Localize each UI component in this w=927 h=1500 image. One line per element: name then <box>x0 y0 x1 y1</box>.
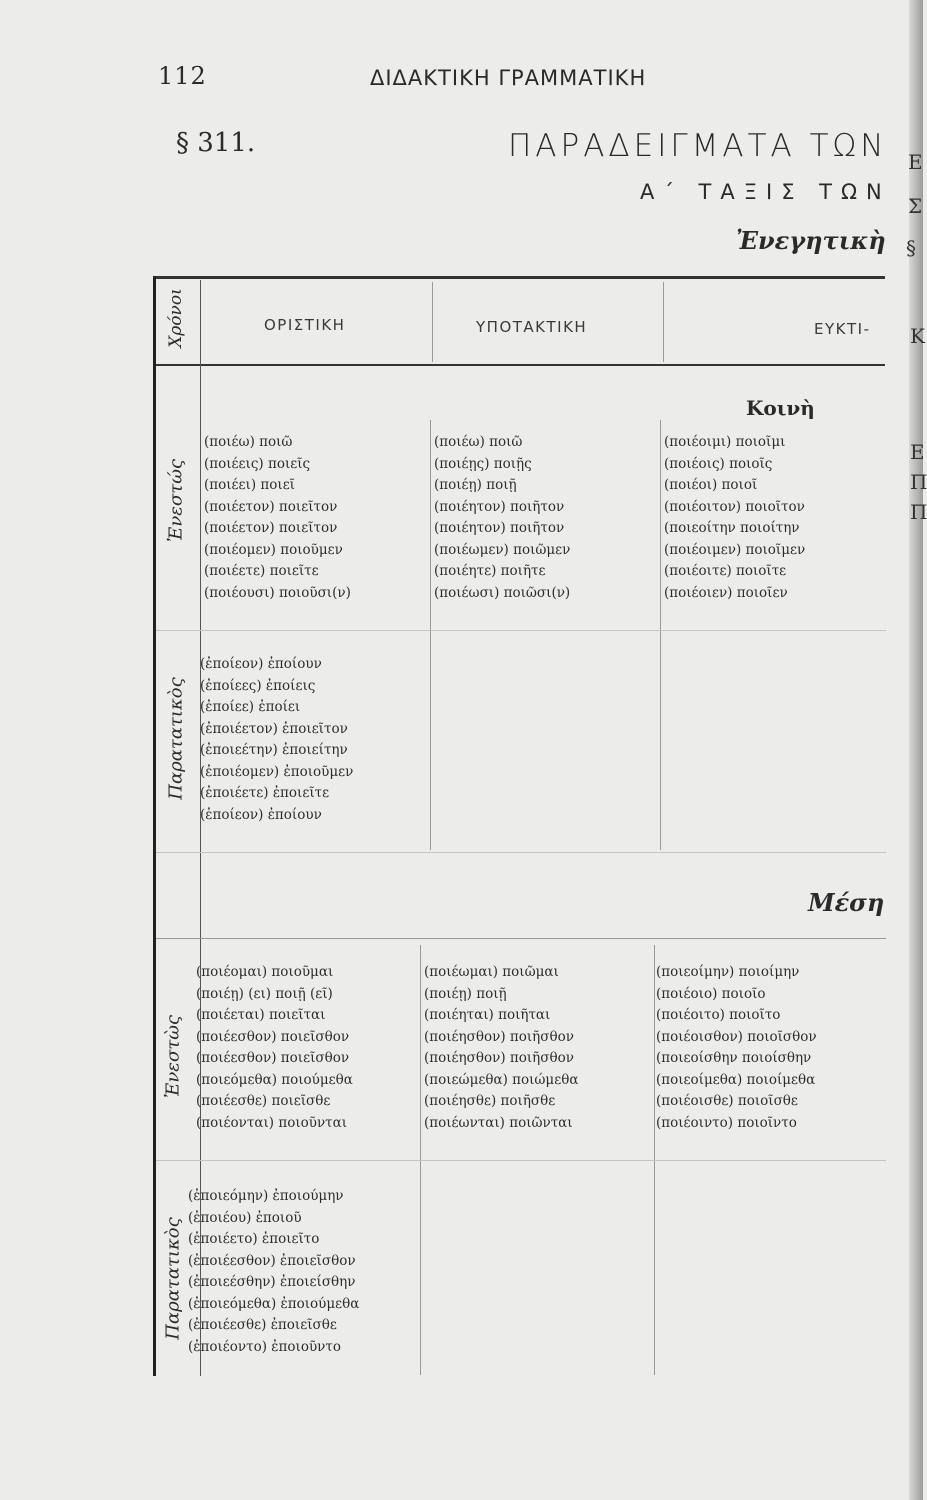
form-cell: (ἐποιέεσθον) ἐποιεῖσθον <box>188 1252 356 1269</box>
margin-mark: Π <box>910 500 927 524</box>
form-cell: (ποιέουσι) ποιοῦσι(ν) <box>204 584 351 601</box>
form-cell: (ποιέω) ποιῶ <box>204 434 293 450</box>
form-cell: (ἐποιέετο) ἐποιεῖτο <box>188 1231 320 1247</box>
form-cell: (ποιέησθε) ποιῆσθε <box>424 1093 556 1109</box>
form-cell: (ἐποίεον) ἐποίουν <box>200 806 322 823</box>
form-cell: (ποιεοίμεθα) ποιοίμεθα <box>656 1071 816 1088</box>
margin-mark: Ε <box>910 440 925 464</box>
form-cell: (ποιέησθον) ποιῆσθον <box>424 1028 574 1045</box>
section-subtitle: Α΄ ΤΑΞΙΣ ΤΩΝ <box>640 180 891 204</box>
form-cell: (ποιέονται) ποιοῦνται <box>196 1114 348 1131</box>
form-cell: (ἐποίεον) ἐποίουν <box>200 656 322 672</box>
form-cell: (ἐποιέου) ἐποιοῦ <box>188 1209 302 1226</box>
row-separator <box>156 852 886 853</box>
form-cell: (ποιέωσι) ποιῶσι(ν) <box>434 584 571 601</box>
form-cell: (ποιέοιντο) ποιοῖντο <box>656 1114 797 1131</box>
form-cell: (ἐποίεες) ἐποίεις <box>200 677 316 694</box>
column-header-optative: ΕΥΚΤΙ- <box>814 320 871 338</box>
form-cell: (ἐποιέομεν) ἐποιοῦμεν <box>200 763 354 780</box>
active-present-indicative <box>204 432 351 604</box>
form-cell: (ποιέοιτο) ποιοῖτο <box>656 1007 781 1023</box>
row-separator <box>156 938 886 939</box>
form-cell: (ποιέεσθον) ποιεῖσθον <box>196 1050 350 1066</box>
middle-voice-label: Μέση <box>808 888 885 917</box>
form-cell: (ποιέεται) ποιεῖται <box>196 1007 326 1023</box>
form-cell: (ποιέοιο) ποιοῖο <box>656 985 766 1002</box>
form-cell: (ποιέεσθε) ποιεῖσθε <box>196 1093 331 1109</box>
margin-mark: Κ <box>910 324 925 348</box>
form-cell: (ποιέοις) ποιοῖς <box>664 455 773 472</box>
form-cell: (ποιέῃ) ποιῇ <box>434 477 517 493</box>
common-label: Κοινὴ <box>746 396 815 420</box>
column-header-indicative: ΟΡΙΣΤΙΚΗ <box>264 316 346 334</box>
table-top-rule <box>153 276 885 279</box>
active-imperfect-indicative <box>200 654 353 826</box>
form-cell: (ποιέομεν) ποιοῦμεν <box>204 541 343 558</box>
middle-present-subjunctive <box>424 962 578 1134</box>
form-cell: (ποιέετον) ποιεῖτον <box>204 520 338 536</box>
section-title: ΠΑΡΑΔΕΙΓΜΑΤΑ ΤΩΝ <box>508 128 888 164</box>
middle-present-optative <box>656 962 817 1134</box>
form-cell: (ποιέησθον) ποιῆσθον <box>424 1050 574 1066</box>
column-rule <box>663 282 664 362</box>
form-cell: (ποιέοιεν) ποιοῖεν <box>664 584 788 601</box>
column-header-subjunctive: ΥΠΟΤΑΚΤΙΚΗ <box>476 318 588 336</box>
form-cell: (ποιέοιμι) ποιοῖμι <box>664 434 786 450</box>
column-rule <box>430 420 431 850</box>
form-cell: (ποιέηται) ποιῆται <box>424 1007 551 1023</box>
form-cell: (ποιέητε) ποιῆτε <box>434 563 546 579</box>
tense-label-middle-present: Ἐνεστὼς <box>162 1015 184 1098</box>
column-rule <box>660 420 661 850</box>
margin-mark: § <box>906 236 916 260</box>
form-cell: (ποιέητον) ποιῆτον <box>434 520 565 536</box>
tense-label-active-imperfect: Παρατατικὸς <box>165 677 187 800</box>
form-cell: (ἐποιέεσθε) ἐποιεῖσθε <box>188 1317 337 1333</box>
form-cell: (ποιεώμεθα) ποιώμεθα <box>424 1071 579 1088</box>
page-number: 112 <box>158 62 207 90</box>
active-present-optative <box>664 432 805 604</box>
form-cell: (ποιέοιτον) ποιοῖτον <box>664 498 805 515</box>
page-edge-shadow <box>909 0 923 1500</box>
row-separator <box>156 1160 886 1161</box>
form-cell: (ποιέωνται) ποιῶνται <box>424 1114 573 1131</box>
tense-label-active-present: Ἐνεστώς <box>165 459 187 542</box>
form-cell: (ποιέεσθον) ποιεῖσθον <box>196 1028 350 1045</box>
active-voice-label: Ἐνεγητικὴ <box>736 226 886 255</box>
form-cell: (ποιέωμεν) ποιῶμεν <box>434 541 571 558</box>
table-left-rule <box>153 276 156 1376</box>
middle-imperfect-indicative <box>188 1186 359 1358</box>
form-cell: (ποιεοίτην ποιοίτην <box>664 520 800 536</box>
form-cell: (ἐποιεόμην) ἐποιούμην <box>188 1188 344 1204</box>
table-header-rule <box>153 364 885 366</box>
form-cell: (ἐποιέετε) ἐποιεῖτε <box>200 785 330 801</box>
form-cell: (ποιέομαι) ποιοῦμαι <box>196 964 334 980</box>
form-cell: (ποιέοισθον) ποιοῖσθον <box>656 1028 817 1045</box>
form-cell: (ποιέεις) ποιεῖς <box>204 455 311 472</box>
margin-mark: Π <box>910 470 927 494</box>
margin-mark: Σ <box>908 194 923 218</box>
form-cell: (ποιέῃ) (ει) ποιῇ (εῖ) <box>196 985 333 1002</box>
form-cell: (ποιέῃ) ποιῇ <box>424 985 507 1002</box>
form-cell: (ποιέοι) ποιοῖ <box>664 477 758 493</box>
middle-present-indicative <box>196 962 353 1134</box>
tense-column-header: Χρόνοι <box>166 288 186 348</box>
margin-mark: Ε <box>908 150 923 174</box>
form-cell: (ποιέετε) ποιεῖτε <box>204 563 319 579</box>
form-cell: (ποιεοίσθην ποιοίσθην <box>656 1050 812 1066</box>
active-present-subjunctive <box>434 432 570 604</box>
form-cell: (ἐποιεόμεθα) ἐποιούμεθα <box>188 1295 360 1312</box>
form-cell: (ἐποίεε) ἐποίει <box>200 699 301 715</box>
form-cell: (ἐποιέοντο) ἐποιοῦντο <box>188 1338 341 1355</box>
form-cell: (ποιέητον) ποιῆτον <box>434 498 565 515</box>
section-number: § 311. <box>176 128 256 158</box>
form-cell: (ποιέω) ποιῶ <box>434 434 523 450</box>
form-cell: (ποιέετον) ποιεῖτον <box>204 498 338 515</box>
tense-label-middle-imperfect: Παρατατικὸς <box>162 1217 184 1340</box>
form-cell: (ποιέει) ποιεῖ <box>204 477 295 493</box>
form-cell: (ποιεοίμην) ποιοίμην <box>656 964 800 980</box>
form-cell: (ποιέοιτε) ποιοῖτε <box>664 563 787 579</box>
form-cell: (ἐποιεέτην) ἐποιείτην <box>200 742 348 758</box>
form-cell: (ποιέοισθε) ποιοῖσθε <box>656 1093 798 1109</box>
form-cell: (ποιέωμαι) ποιῶμαι <box>424 964 559 980</box>
form-cell: (ποιέῃς) ποιῇς <box>434 455 532 472</box>
form-cell: (ἐποιεέσθην) ἐποιείσθην <box>188 1274 356 1290</box>
running-title: ΔΙΔΑΚΤΙΚΗ ΓΡΑΜΜΑΤΙΚΗ <box>370 66 647 90</box>
form-cell: (ποιέοιμεν) ποιοῖμεν <box>664 541 806 558</box>
column-rule <box>432 282 433 362</box>
form-cell: (ποιεόμεθα) ποιούμεθα <box>196 1071 353 1088</box>
form-cell: (ἐποιέετον) ἐποιεῖτον <box>200 720 348 737</box>
row-separator <box>156 630 886 631</box>
